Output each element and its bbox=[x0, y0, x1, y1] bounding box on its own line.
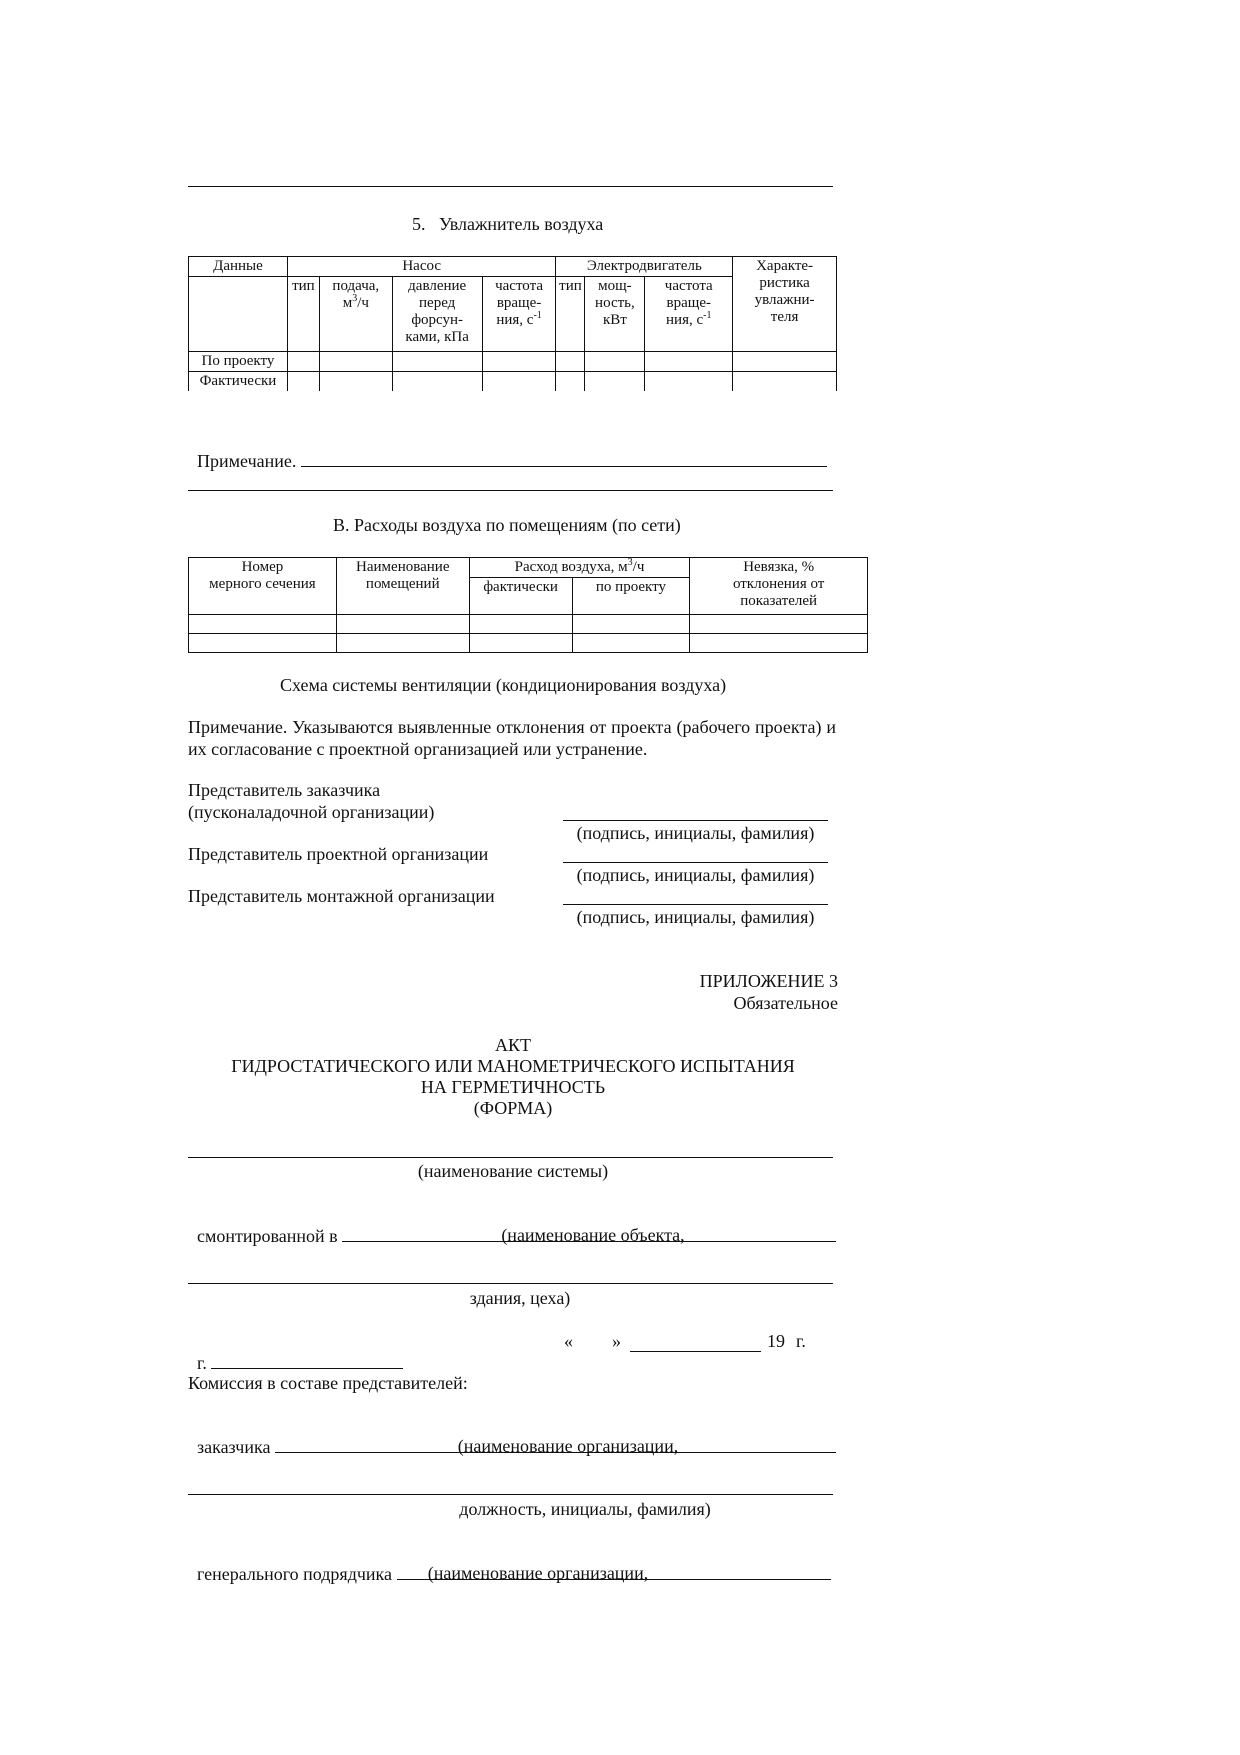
sub-pressure: давление перед форсун- ками, кПа bbox=[392, 277, 482, 352]
rep-customer-line2: (пусконаладочной организации) bbox=[188, 802, 435, 822]
act-title-3: НА ГЕРМЕТИЧНОСТЬ bbox=[420, 1077, 606, 1097]
date-open-quote: « bbox=[564, 1331, 573, 1351]
header-motor: Электродвигатель bbox=[556, 257, 733, 277]
sig-caption-install: (подпись, инициалы, фамилия) bbox=[576, 907, 815, 927]
rep-install: Представитель монтажной организации bbox=[188, 886, 495, 906]
sub-type: тип bbox=[287, 277, 319, 352]
rule-2 bbox=[188, 490, 833, 491]
note2: Примечание. Указываются выявленные отклонения от проекта (рабочего проекта) и их согласование с проектной организацией или устранение. bbox=[188, 717, 836, 759]
customer-label: заказчика bbox=[197, 1437, 271, 1457]
appendix-label: ПРИЛОЖЕНИЕ 3 bbox=[699, 971, 838, 991]
object-caption: (наименование объекта, bbox=[501, 1225, 685, 1245]
mounted-in-label: смонтированной в bbox=[197, 1226, 338, 1246]
header-flow-actual: фактически bbox=[469, 578, 572, 615]
sig-caption-customer: (подпись, инициалы, фамилия) bbox=[576, 823, 815, 843]
sub-type-motor: тип bbox=[556, 277, 585, 352]
building-line[interactable] bbox=[188, 1283, 833, 1284]
general-contractor-label: генерального подрядчика bbox=[197, 1564, 393, 1584]
sectionB-heading: В. Расходы воздуха по помещениям (по сети) bbox=[333, 515, 681, 535]
sig-caption-design: (подпись, инициалы, фамилия) bbox=[576, 865, 815, 885]
act-title-1: АКТ bbox=[495, 1035, 531, 1055]
header-section-number: Номер мерного сечения bbox=[189, 558, 337, 615]
note1-blank[interactable] bbox=[301, 450, 827, 467]
note1 bbox=[188, 428, 827, 472]
act-title-4: (ФОРМА) bbox=[473, 1098, 553, 1118]
top-rule bbox=[188, 186, 833, 187]
rep-design: Представитель проектной организации bbox=[188, 844, 489, 864]
city-row bbox=[188, 1330, 403, 1374]
month-blank[interactable] bbox=[630, 1335, 761, 1352]
year-suffix: г. bbox=[796, 1331, 806, 1351]
header-air-flow: Расход воздуха, $м^3/ч$ bbox=[469, 558, 690, 578]
section5-heading: 5. Увлажнитель воздуха bbox=[412, 214, 604, 234]
sub-power: мощ- ность, кВт bbox=[585, 277, 645, 352]
act-title-2: ГИДРОСТАТИЧЕСКОГО ИЛИ МАНОМЕТРИЧЕСКОГО ИСПЫТАНИЯ bbox=[231, 1056, 795, 1076]
position-line[interactable] bbox=[188, 1494, 833, 1495]
header-data-blank bbox=[189, 277, 288, 352]
sub-freq-motor: частота враще- ния, $с^{-1}$ bbox=[645, 277, 733, 352]
system-caption: (наименование системы) bbox=[417, 1161, 609, 1181]
sig-line-customer[interactable] bbox=[563, 820, 828, 821]
row-by-project: По проекту bbox=[189, 352, 288, 372]
position-caption: должность, инициалы, фамилия) bbox=[459, 1499, 711, 1519]
city-blank[interactable] bbox=[211, 1352, 403, 1369]
header-flow-project: по проекту bbox=[572, 578, 690, 615]
org-caption: (наименование организации, bbox=[457, 1436, 679, 1456]
scheme-title: Схема системы вентиляции (кондиционирования воздуха) bbox=[280, 675, 727, 695]
commission-label: Комиссия в составе представителей: bbox=[188, 1373, 468, 1393]
row-actual: Фактически bbox=[189, 372, 288, 392]
header-characteristic: Характе- ристика увлажни- теля bbox=[733, 257, 837, 352]
header-data: Данные bbox=[189, 257, 288, 277]
city-prefix: г. bbox=[197, 1353, 207, 1373]
building-caption: здания, цеха) bbox=[469, 1288, 571, 1308]
note1-label: Примечание. bbox=[197, 451, 297, 471]
sub-flow: подача, $м^3/ч$ bbox=[319, 277, 392, 352]
header-room-name: Наименование помещений bbox=[336, 558, 469, 615]
year-prefix: 19 bbox=[767, 1331, 785, 1351]
sig-line-design[interactable] bbox=[563, 862, 828, 863]
org-caption-2: (наименование организации, bbox=[427, 1563, 649, 1583]
header-deviation: Невязка, % отклонения от показателей bbox=[690, 558, 868, 615]
airflow-table bbox=[188, 557, 868, 653]
rep-customer-line1: Представитель заказчика bbox=[188, 780, 381, 800]
humidifier-table bbox=[188, 256, 837, 391]
appendix-status: Обязательное bbox=[733, 993, 838, 1013]
header-pump: Насос bbox=[287, 257, 556, 277]
date-close-quote: » bbox=[612, 1331, 621, 1351]
sub-freq-pump: частота враще- ния, $с^{-1}$ bbox=[482, 277, 556, 352]
system-name-line[interactable] bbox=[188, 1157, 833, 1158]
sig-line-install[interactable] bbox=[563, 904, 828, 905]
